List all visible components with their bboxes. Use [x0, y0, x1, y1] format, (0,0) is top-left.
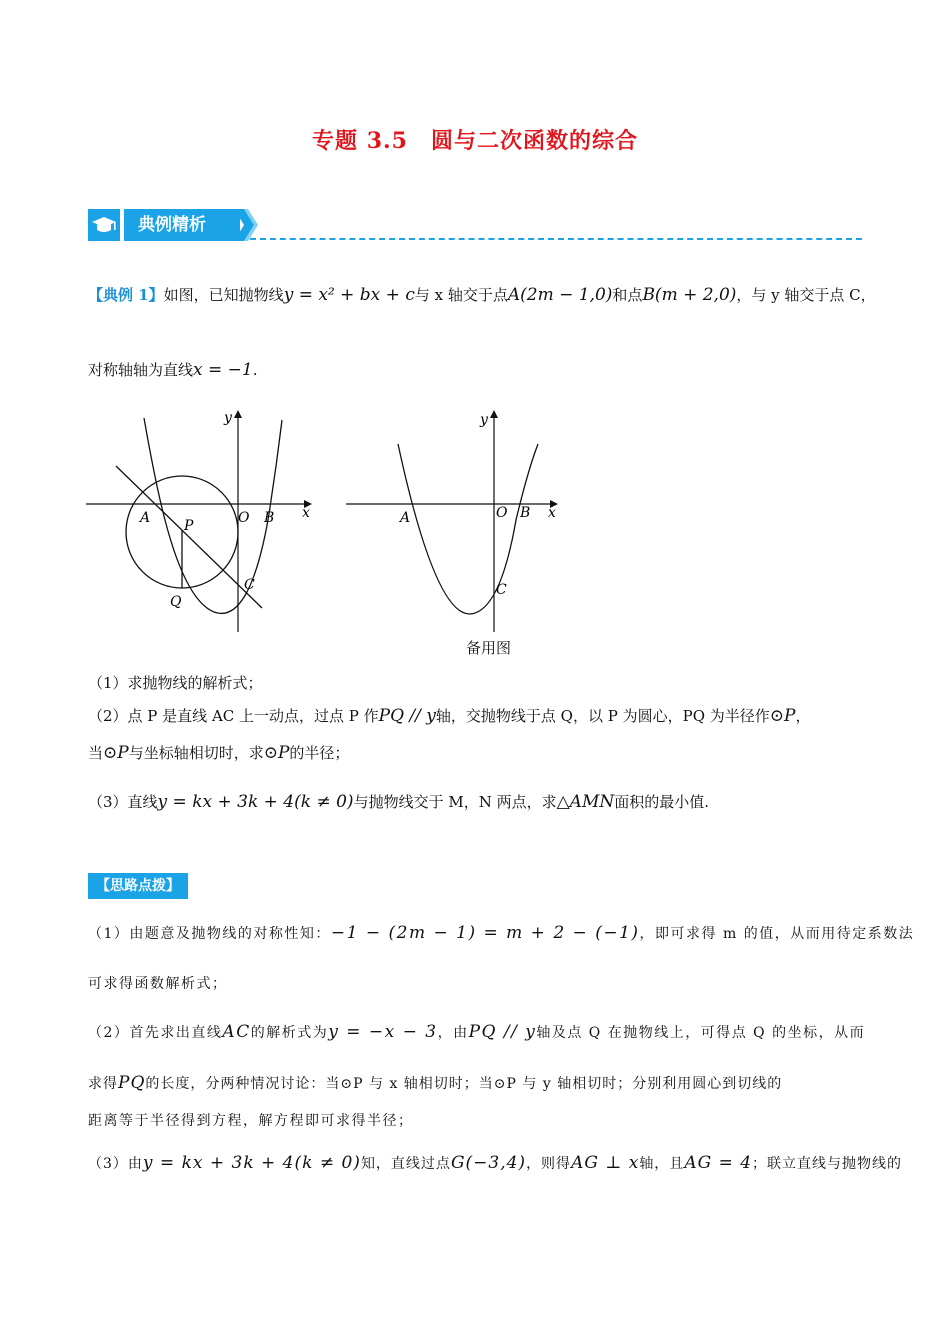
hint-2-line3: 距离等于半径得到方程，解方程即可求得半径； — [88, 1113, 414, 1129]
example-stem-line2: 对称轴轴为直线x = −1. — [88, 360, 258, 380]
example-stem-line1: 【典例 1】如图，已知抛物线y = x² + bx + c与 x 轴交于点A(2m − 1,0)和点B(m + 2,0)，与 y 轴交于点 C， — [88, 285, 876, 305]
hint-3-line1: （3）由y = kx + 3k + 4(k ≠ 0)知，直线过点G(−3,4)，则得AG ⊥ x轴，且AG = 4；联立直线与抛物线的 — [88, 1153, 903, 1173]
figure-caption: 备用图 — [466, 639, 512, 657]
question-2-line2: 当⊙P与坐标轴相切时，求⊙P的半径； — [88, 743, 350, 763]
fig1-y-label: y — [224, 410, 232, 426]
fig2-point-C: C — [496, 582, 507, 598]
graduation-cap-icon — [88, 209, 120, 241]
question-1: （1）求抛物线的解析式； — [88, 674, 263, 692]
hint-2-line1: （2）首先求出直线AC的解析式为y = −x − 3，由PQ // y轴及点 Q 在抛物线上，可得点 Q 的坐标，从而 — [88, 1022, 866, 1042]
fig2-x-label: x — [548, 505, 556, 521]
page-title: 专题 3.5 圆与二次函数的综合 — [312, 128, 638, 154]
fig1-point-B: B — [264, 510, 275, 526]
fig1-point-Q: Q — [170, 594, 182, 610]
fig1-point-O: O — [238, 510, 250, 526]
banner-divider — [250, 238, 862, 240]
hint-tag: 【思路点拨】 — [88, 873, 188, 899]
fig2-y-label: y — [480, 412, 488, 428]
hint-1-line1: （1）由题意及抛物线的对称性知：−1 − (2m − 1) = m + 2 − (−1)，即可求得 m 的值，从而用待定系数法 — [88, 923, 915, 943]
fig1-point-P: P — [184, 518, 194, 534]
figure-main — [84, 400, 314, 640]
fig2-point-A: A — [400, 510, 411, 526]
fig2-point-B: B — [520, 505, 531, 521]
fig2-point-O: O — [496, 505, 508, 521]
hint-1-line2: 可求得函数解析式； — [88, 976, 228, 992]
question-3: （3）直线y = kx + 3k + 4(k ≠ 0)与抛物线交于 M，N 两点，求△AMN面积的最小值. — [88, 792, 710, 812]
fig1-x-label: x — [302, 505, 310, 521]
figure-spare — [340, 400, 570, 640]
fig1-point-C: C — [244, 577, 255, 593]
fig1-point-A: A — [140, 510, 151, 526]
section-banner-label: 典例精析 — [124, 209, 240, 241]
question-2-line1: （2）点 P 是直线 AC 上一动点，过点 P 作PQ // y轴，交抛物线于点 Q，以 P 为圆心，PQ 为半径作⊙P， — [88, 706, 811, 726]
hint-2-line2: 求得PQ的长度，分两种情况讨论：当⊙P 与 x 轴相切时；当⊙P 与 y 轴相切时；分别利用圆心到切线的 — [88, 1073, 783, 1093]
